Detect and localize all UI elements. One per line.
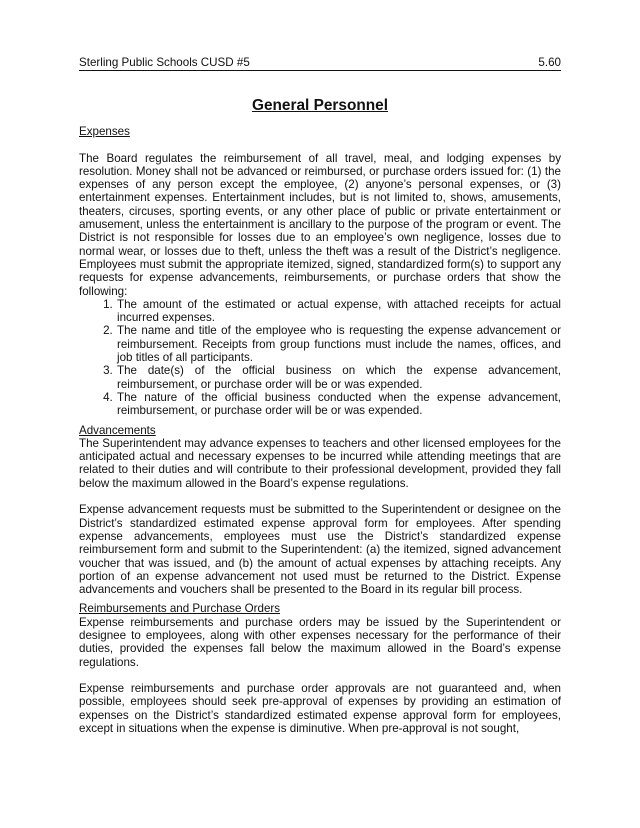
section-heading-expenses: Expenses <box>79 125 130 138</box>
page-header <box>79 56 561 71</box>
reimbursements-paragraph-1: Expense reimbursements and purchase orders may be issued by the Superintendent or designee to employees, along with other expenses necessary for the performance of their duties, provided the expenses fall below the maximum allowed in the Board’s expense regulations. <box>79 615 561 669</box>
document-page <box>79 56 561 735</box>
expense-requirements-list <box>79 298 561 418</box>
list-item: 2. The name and title of the employee who is requesting the expense advancement or reimbursement. Receipts from group functions must include the names, offices, and job titles of all participants. <box>116 324 561 364</box>
expenses-paragraph: The Board regulates the reimbursement of all travel, meal, and lodging expenses by resolution. Money shall not be advanced or reimbursed, or purchase orders issued for: (1) the expenses of any person except the employee, (2) anyone’s personal expenses, or (3) entertainment expenses. Entertainment includes, but is not limited to, shows, amusements, theaters, circuses, sporting events, or any other place of public or private entertainment or amusement, unless the entertainment is ancillary to the purpose of the program or event. The District is not responsible for losses due to an employee’s own negligence, losses due to normal wear, or losses due to theft, unless the theft was a result of the District’s negligence. Employees must submit the appropriate itemized, signed, standardized form(s) to support any requests for expense advancements, reimbursements, or purchase orders that show the following: <box>79 151 561 298</box>
reimbursements-paragraph-2: Expense reimbursements and purchase order approvals are not guaranteed and, when possible, employees should seek pre-approval of expenses by providing an estimation of expenses on the District’s standardized estimated expense approval form for employees, except in situations when the expense is diminutive. When pre-approval is not sought, <box>79 682 561 736</box>
document-title: General Personnel <box>251 97 388 114</box>
list-item: 4. The nature of the official business conducted when the expense advancement, reimbursement, or purchase order will be or was expended. <box>116 391 561 418</box>
list-item: 1. The amount of the estimated or actual expense, with attached receipts for actual incurred expenses. <box>116 298 561 325</box>
list-item: 3. The date(s) of the official business on which the expense advancement, reimbursement, or purchase order will be or was expended. <box>116 364 561 391</box>
policy-number: 5.60 <box>538 56 561 69</box>
section-heading-advancements: Advancements <box>79 423 156 437</box>
advancements-paragraph-1: The Superintendent may advance expenses to teachers and other licensed employees for the anticipated actual and necessary expenses to be incurred while attending meetings that are related to their duties and will contribute to their professional development, provided they fall below the maximum allowed in the Board’s expense regulations. <box>79 436 561 490</box>
section-heading-reimbursements: Reimbursements and Purchase Orders <box>79 602 281 616</box>
advancements-paragraph-2: Expense advancement requests must be submitted to the Superintendent or designee on the District’s standardized estimated expense approval form for employees. After spending expense advancements, employees must use the District’s standardized expense reimbursement form and submit to the Superintendent: (a) the itemized, signed advancement voucher that was issued, and (b) the amount of actual expenses by attaching receipts. Any portion of an expense advancement not used must be returned to the District. Expense advancements and vouchers shall be presented to the Board in its regular bill process. <box>79 503 561 597</box>
district-name: Sterling Public Schools CUSD #5 <box>79 56 250 69</box>
